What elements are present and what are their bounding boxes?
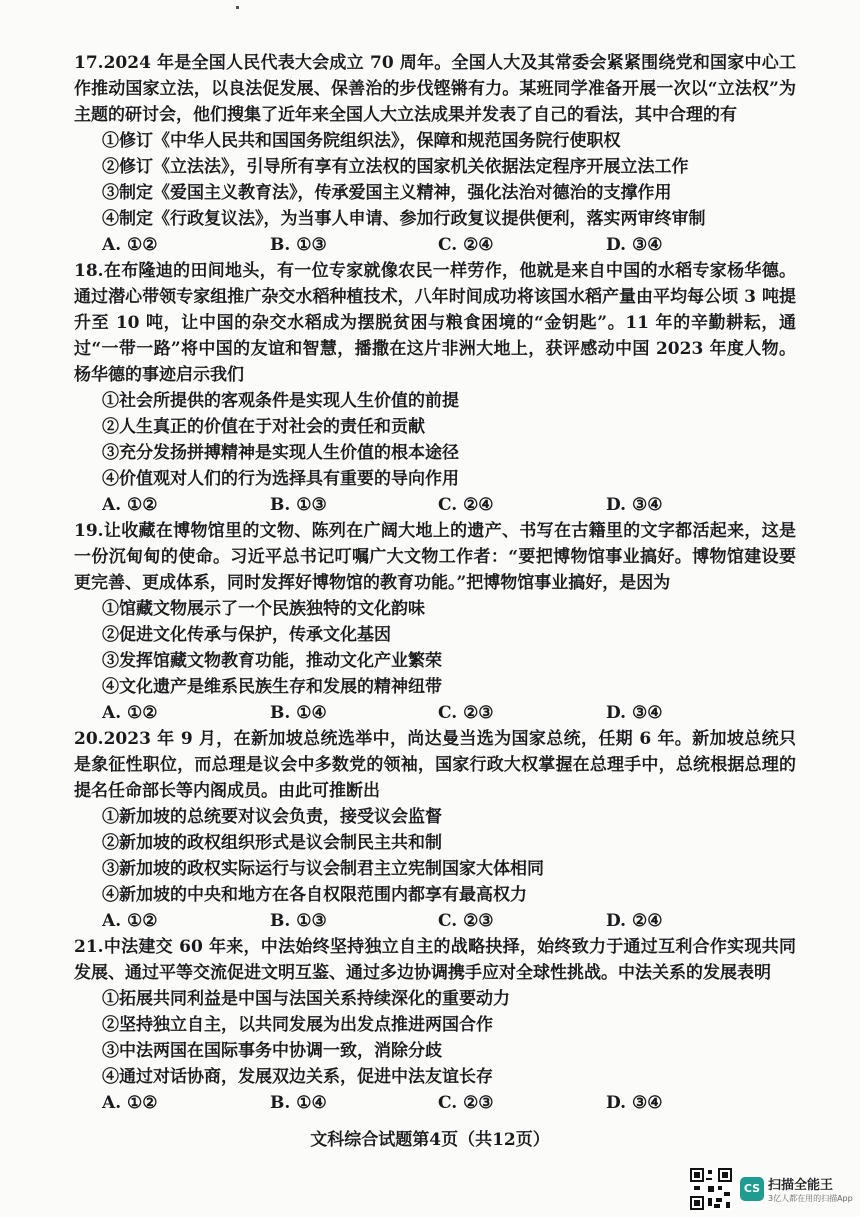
answer-choices	[74, 492, 796, 518]
statement-option: ②坚持独立自主，以共同发展为出发点推进两国合作	[102, 1015, 493, 1035]
answer-choice: D. ③④	[606, 1093, 663, 1113]
question-number: 18.	[74, 261, 104, 281]
statement-option: ①馆藏文物展示了一个民族独特的文化韵味	[102, 599, 425, 619]
answer-choice: A. ①②	[102, 235, 158, 255]
statement-option: ③发挥馆藏文物教育功能，推动文化产业繁荣	[102, 651, 442, 671]
answer-choices	[74, 700, 796, 726]
question-text: 中法建交 60 年来，中法始终坚持独立自主的战略抉择，始终致力于通过互利合作实现共同发展、通过平等交流促进文明互鉴、通过多边协调携手应对全球性挑战。中法关系的发展表明	[74, 937, 796, 983]
statement-option: ①社会所提供的客观条件是实现人生价值的前提	[102, 391, 459, 411]
answer-choices	[74, 908, 796, 934]
statement-option: ①新加坡的总统要对议会负责，接受议会监督	[102, 807, 442, 827]
question-text: 在布隆迪的田间地头，有一位专家就像农民一样劳作，他就是来自中国的水稻专家杨华德。通过潜心带领专家组推广杂交水稻种植技术，八年时间成功将该国水稻产量由平均每公顷 3 吨提升至 10 吨，让中国的杂交水稻成为摆脱贫困与粮食困境的“金钥匙”。11 年的辛勤耕耘，通过“一带一路”将中国的友谊和智慧，播撒在这片非洲大地上，获评感动中国 2023 年度人物。杨华德的事迹启示我们	[74, 261, 796, 385]
answer-choice: D. ②④	[606, 911, 663, 931]
question-stem	[74, 518, 796, 596]
statement-option: ②修订《立法法》，引导所有享有立法权的国家机关依据法定程序开展立法工作	[102, 157, 689, 177]
camscanner-logo-icon: CS	[740, 1177, 764, 1201]
scanner-tagline: 3亿人都在用的扫描App	[768, 1193, 853, 1203]
answer-choice: B. ①④	[270, 703, 327, 723]
statement-option: ②促进文化传承与保护，传承文化基因	[102, 625, 391, 645]
answer-choices	[74, 1090, 796, 1116]
question-number: 21.	[74, 937, 104, 957]
answer-choice: D. ③④	[606, 703, 663, 723]
answer-choice: C. ②④	[438, 235, 494, 255]
answer-choice: A. ①②	[102, 495, 158, 515]
statement-option: ③充分发扬拼搏精神是实现人生价值的根本途径	[102, 443, 459, 463]
question-block	[74, 258, 796, 518]
answer-choice: B. ①③	[270, 911, 327, 931]
statement-option: ③制定《爱国主义教育法》，传承爱国主义精神，强化法治对德治的支撑作用	[102, 183, 672, 203]
answer-choice: B. ①④	[270, 1093, 327, 1113]
statement-option: ②新加坡的政权组织形式是议会制民主共和制	[102, 833, 442, 853]
statement-option: ④文化遗产是维系民族生存和发展的精神纽带	[102, 677, 442, 697]
answer-choice: A. ①②	[102, 703, 158, 723]
answer-choice: C. ②③	[438, 1093, 494, 1113]
statement-option: ③中法两国在国际事务中协调一致，消除分歧	[102, 1041, 442, 1061]
answer-choice: C. ②④	[438, 495, 494, 515]
question-list	[74, 50, 796, 1116]
answer-choices	[74, 232, 796, 258]
answer-choice: B. ①③	[270, 495, 327, 515]
statement-option: ④新加坡的中央和地方在各自权限范围内都享有最高权力	[102, 885, 527, 905]
question-number: 17.	[74, 53, 104, 73]
question-block	[74, 50, 796, 258]
page-footer: 文科综合试题第4页（共12页）	[310, 1130, 550, 1150]
statement-option: ①修订《中华人民共和国国务院组织法》，保障和规范国务院行使职权	[102, 131, 621, 151]
statement-option: ④通过对话协商，发展双边关系，促进中法友谊长存	[102, 1067, 493, 1087]
statement-option: ①拓展共同利益是中国与法国关系持续深化的重要动力	[102, 989, 510, 1009]
question-block	[74, 726, 796, 934]
question-stem	[74, 50, 796, 128]
statement-option: ④价值观对人们的行为选择具有重要的导向作用	[102, 469, 459, 489]
statement-option: ③新加坡的政权实际运行与议会制君主立宪制国家大体相同	[102, 859, 544, 879]
question-stem	[74, 726, 796, 804]
answer-choice: A. ①②	[102, 911, 158, 931]
answer-choice: A. ①②	[102, 1093, 158, 1113]
question-number: 19.	[74, 521, 104, 541]
answer-choice: C. ②③	[438, 703, 494, 723]
answer-choice: D. ③④	[606, 235, 663, 255]
answer-choice: B. ①③	[270, 235, 327, 255]
question-block	[74, 934, 796, 1116]
question-block	[74, 518, 796, 726]
question-number: 20.	[74, 729, 104, 749]
statement-option: ②人生真正的价值在于对社会的责任和贡献	[102, 417, 425, 437]
answer-choice: D. ③④	[606, 495, 663, 515]
question-stem	[74, 258, 796, 388]
qr-code-icon	[690, 1168, 732, 1210]
question-text: 让收藏在博物馆里的文物、陈列在广阔大地上的遗产、书写在古籍里的文字都活起来，这是一份沉甸甸的使命。习近平总书记叮嘱广大文物工作者：“要把博物馆事业搞好。博物馆建设要更完善、更成体系，同时发挥好博物馆的教育功能。”把博物馆事业搞好，是因为	[74, 521, 796, 593]
question-text: 2024 年是全国人民代表大会成立 70 周年。全国人大及其常委会紧紧围绕党和国家中心工作推动国家立法，以良法促发展、保善治的步伐铿锵有力。某班同学准备开展一次以“立法权”为主题的研讨会，他们搜集了近年来全国人大立法成果并发表了自己的看法，其中合理的有	[74, 53, 796, 125]
statement-option: ④制定《行政复议法》，为当事人申请、参加行政复议提供便利，落实两审终审制	[102, 209, 706, 229]
answer-choice: C. ②③	[438, 911, 494, 931]
scan-speck	[236, 6, 239, 9]
question-text: 2023 年 9 月，在新加坡总统选举中，尚达曼当选为国家总统，任期 6 年。新加坡总统只是象征性职位，而总理是议会中多数党的领袖，国家行政大权掌握在总理手中，总统根据总理的提名任命部长等内阁成员。由此可推断出	[74, 729, 796, 801]
scanner-app-name: 扫描全能王	[768, 1177, 834, 1193]
question-stem	[74, 934, 796, 986]
scanner-watermark	[690, 1160, 860, 1217]
